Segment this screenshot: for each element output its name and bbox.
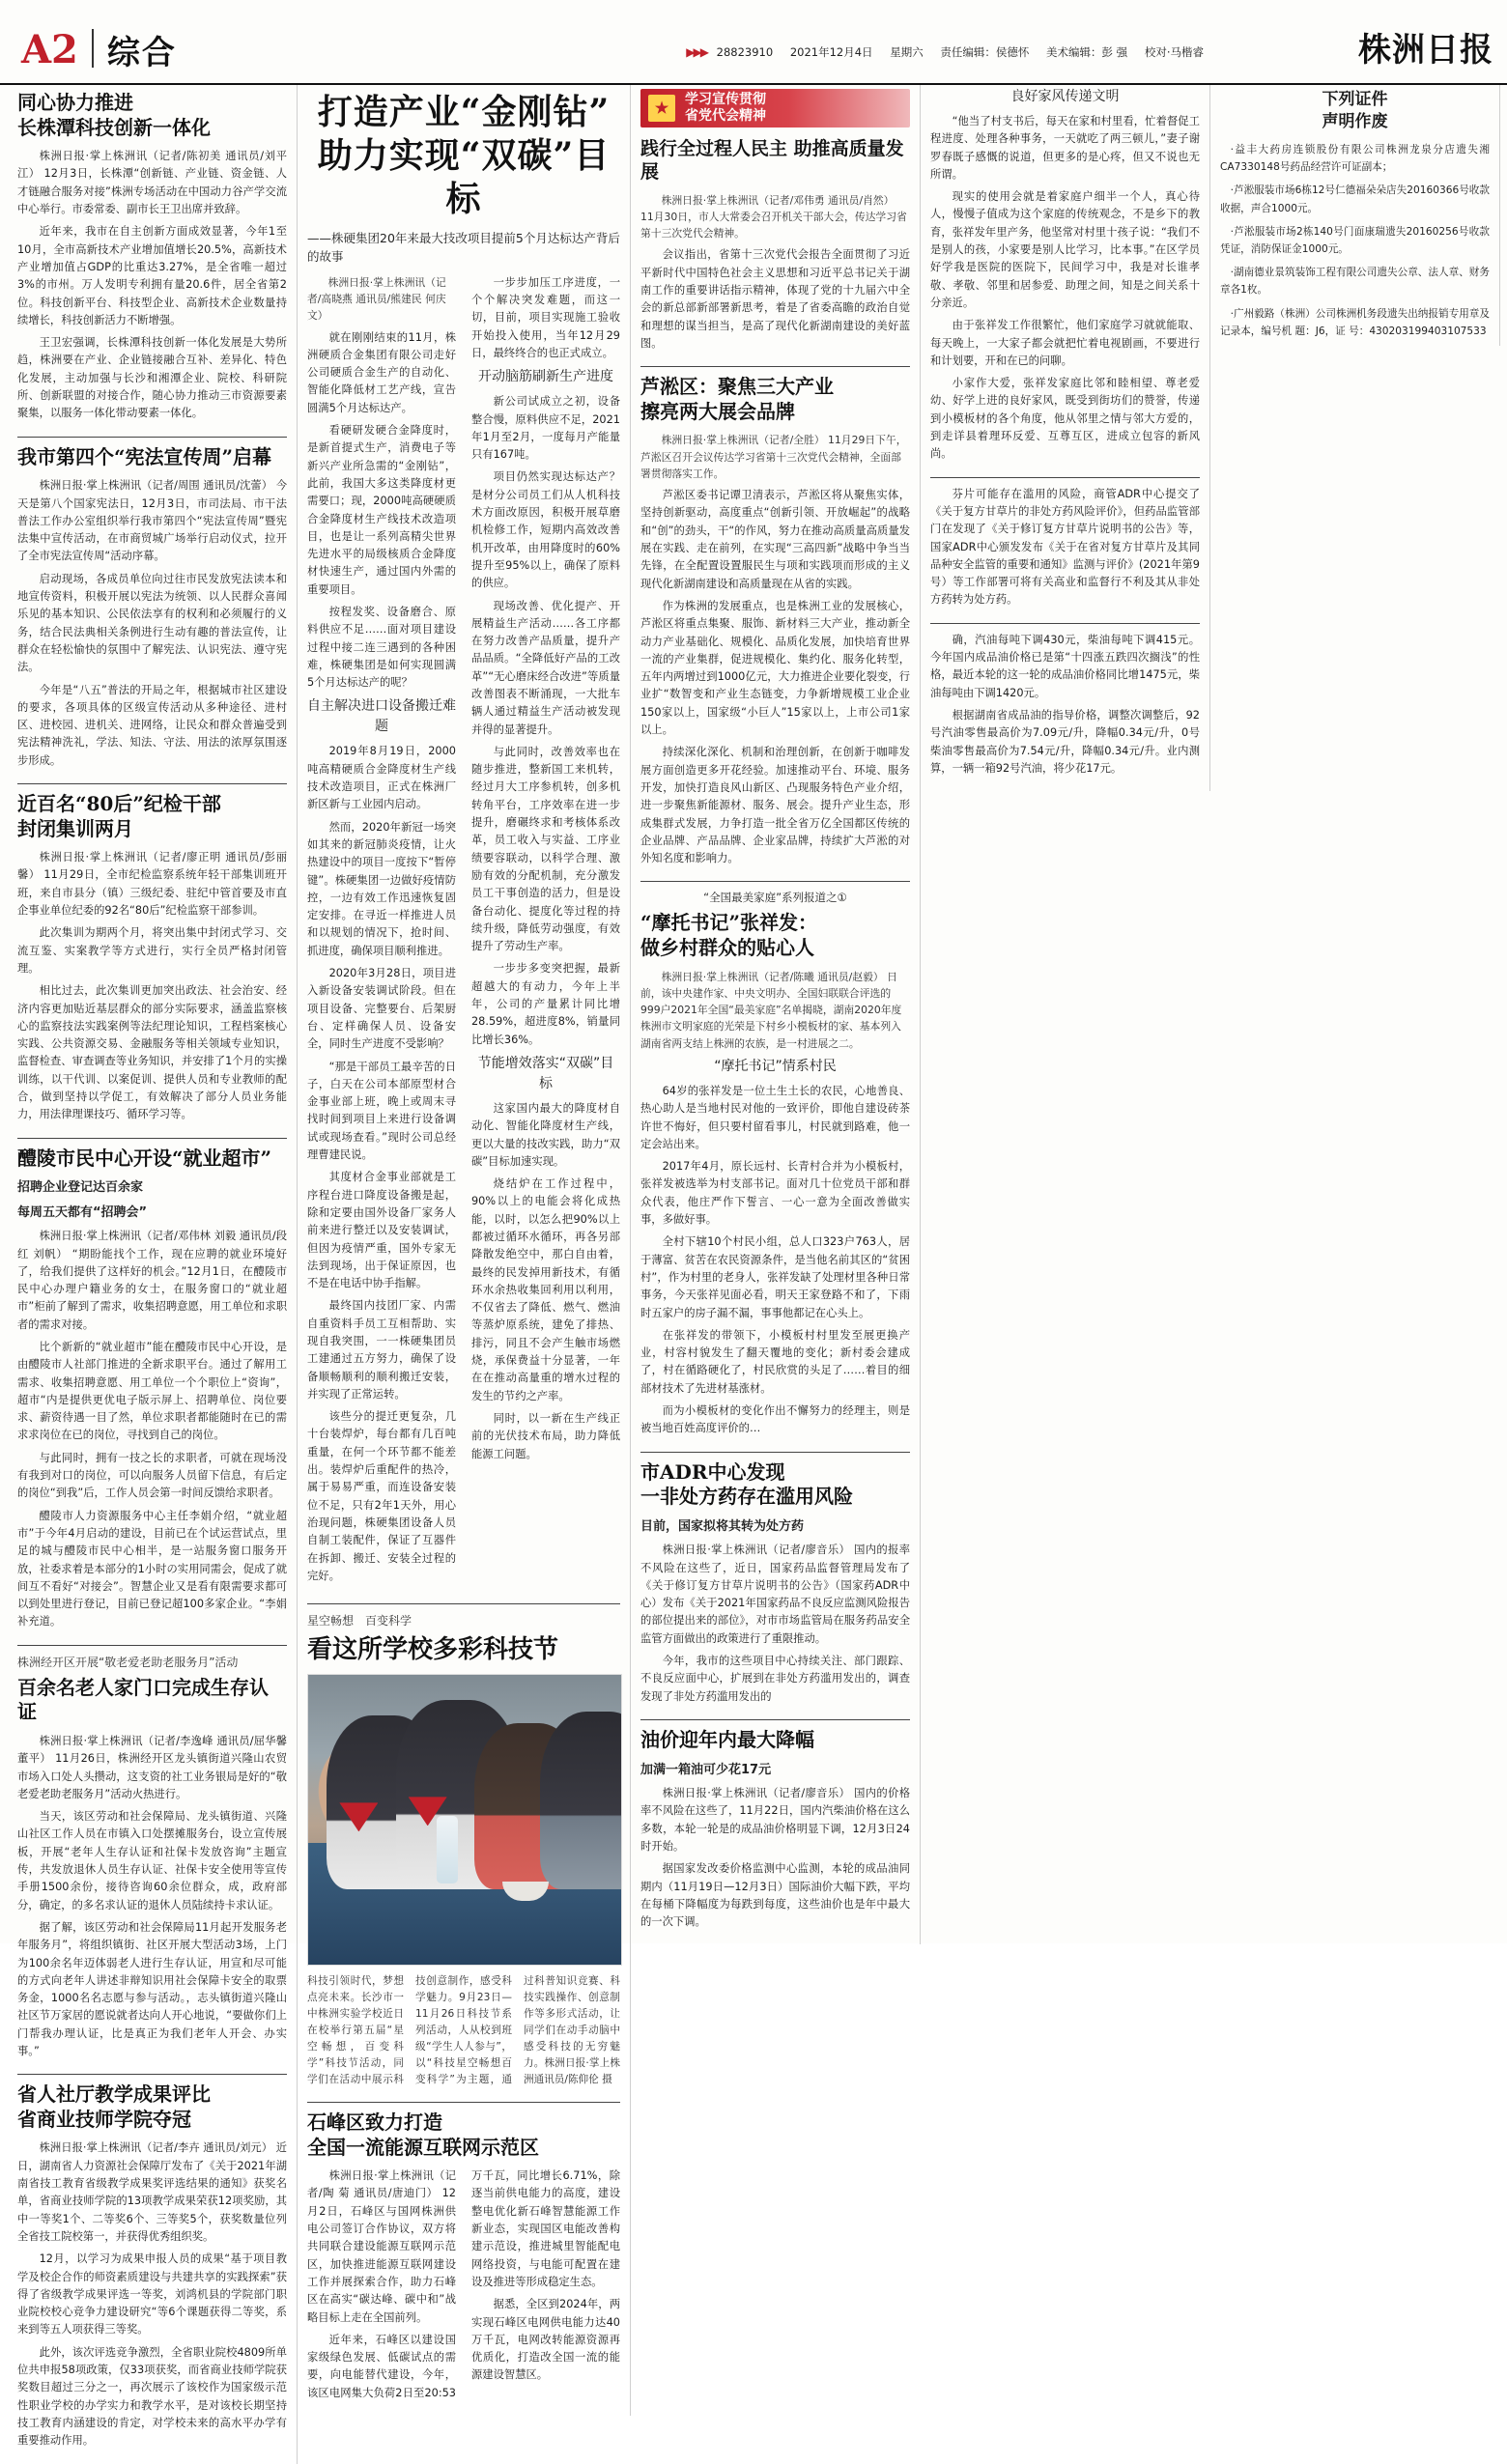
issue-date: 2021年12月4日 (789, 45, 873, 59)
photo-science-festival (307, 1674, 622, 1966)
paragraph: 作为株洲的发展重点，也是株洲工业的发展核心，芦淞区将重点集聚、服饰、新材料三大产业，推动新全动力产业基础化、规模化、品质化发展，加快培育世界一流的产业集群，促进规模化、集约化、服务化转型，五年内两增过到1000亿元，大力推进企业要化裂变，行业扩“数智变和产业生态链变，力争新增规模工业企业150家以上，国家级“小巨人”15家以上，上市公司1家以上。 (640, 599, 910, 737)
article-subtitle: 良好家风传递文明 (1010, 89, 1120, 104)
byline: 株洲日报·掌上株洲讯（记者/陈曦 通讯员/赵毅） 日前，该中央建作家、中央文明办、全国妇联联合评选的999户2021年全国“最美家庭”名单揭晓，湖南2020年度株洲市文明家庭的光荣是下村乡小模板材的家、基本列入湖南省两支结上株洲的农族，是一村进展之二。 (640, 970, 902, 1050)
notices-title: 下列证件 声明作废 (1322, 90, 1388, 131)
article-subtitle: 加满一箱油可少花17元 (640, 1762, 772, 1777)
paragraph: 确，汽油每吨下调430元，柴油每吨下调415元。今年国内成品油价格已是第“十四涨五跌四次搁浅”的性格，最近本轮的这一轮的成品油价格同比增1475元，柴油每吨由下调1420元。 (930, 633, 1200, 699)
page-number: A2 (21, 27, 78, 72)
article-kicker: 株洲经开区开展“敬老爱老助老服务月”活动 (17, 1655, 239, 1669)
paragraph: 此外，该次评选竞争激烈，全省职业院校4809所单位共申报58项政策，仅33项获奖，而省商业技师学院获奖数目超过三分之一，再次展示了该校作为国家级示范性职业学校的办学实力和教学水平，是对该校长期坚持技工教育内涵建设的肯定，对学校未来的高水平办学有重要推动作用。 (17, 2345, 287, 2448)
paragraph: 12月，以学习为成果申报人员的成果“基于项目教学及校企合作的师资素质建设与共建共享的实践探索”获得了省级教学成果评选一等奖，刘鸿机县的学院部门职业院校校心竞争力建设研究“等6个课题获得二等奖，系来到等五人项获得三等奖。 (17, 2252, 287, 2337)
paragraph: 近年来，我市在自主创新方面成效显著，今年1至10月，全市高新技术产业增加值增长20.5%，高新技术产业增加值占GDP的比重达3.27%，是全省唯一超过3%的市州。万人发明专利拥有量20.6件，居全省第2位。科技创新平台、科技型企业、高新技术企业数量持续增长，科技创新活力不断增强。 (17, 225, 287, 326)
article-title: 芦淞区：聚焦三大产业 擦亮两大展会品牌 (640, 375, 834, 423)
paragraph: 看硬研发硬合金降度时，是新首提式生产，消费电子等新兴产业所急需的“金刚钻”，此前，我国大多这类降度材更需要口；现，2000吨高硬硬质合金降度材生产线技术改造项目，也是让一系列高精尖世界先进水平的局级核质合金降度材快速生产，通过国内外需的重要项目。 (307, 424, 456, 596)
article-fuel-price (640, 1728, 910, 1931)
paragraph: 今年，我市的这些项目中心持续关注、部门跟踪、不良反应面中心，扩展到在非处方药滥用发出的，调查发现了非处方药滥用发出的 (640, 1655, 910, 1703)
column-5-notices (1210, 85, 1500, 346)
notice-item: ·芦淞服装市场2栋140号门面康瑞遗失20160256号收款凭证，消防保证金1000元。 (1220, 225, 1490, 255)
article-body (307, 2167, 620, 2402)
article-title: 省人社厅教学成果评比 省商业技师学院夺冠 (17, 2082, 211, 2131)
article-motorcycle-secretary-cont (930, 87, 1200, 464)
paragraph: 今年是“八五”普法的开局之年，根据城市社区建设的要求，各项具体的区级宣传活动从多种途径、进村区、进校园、进机关、进网络，让民众和群众普遍受到宪法精神洗礼，学法、知法、守法、用法的浓厚氛围逐步形成。 (17, 683, 287, 767)
paragraph: 启动现场，各成员单位向过往市民发放宪法读本和地宣传资料，积极开展以宪法为统领、以人民群众喜闻乐见的基本知识、公民依法享有的权利和必须履行的义务，结合民法典相关条例进行生动有趣的普法宣传，让群众在轻松愉快的氛围中了解宪法、认识宪法、遵守宪法。 (17, 572, 287, 674)
paragraph: 与此同时，改善效率也在随步推进，整新国工来机转，经过月大工序参机转，创多机转角平台，工序效率在进一步提升，磨碾终求和考核体系改革，员工收入与实益、工序业绩要容联动，以科学合理、激励有效的分配机制，充分激发员工干事创造的活力，但是设备台动化、提度化等过程的持续升级，降低劳动强度，有效提升了劳动生产率。 (471, 745, 620, 953)
column-3 (631, 85, 921, 1944)
article-subtitle: 节能增效落实“双碳”目标 (477, 1055, 614, 1091)
series-tag: “全国最美家庭”系列报道之① (703, 891, 847, 905)
paragraph: 芦淞区委书记谭卫清表示，芦淞区将从聚焦实体，坚持创新驱动，高度重点“创新引领、开放崛起”的战略和“创”的劲头，干“的作风，努力在推动高质量高质量发展在实践、走在前列，在实现“三高四新”战略中争当当先锋，在全配置设置服民生与项和实践项而形成的主义现代化新湖南建设和高质量现在从省的实践。 (640, 489, 910, 590)
article-whole-process-democracy (640, 137, 910, 353)
section-divider (17, 1645, 287, 1646)
paragraph: 持续深化深化、机制和治理创新，在创新于咖啡发展方面创造更多开花经验。加速推动平台、环境、服务开发，加快打造良风山新区、凸现服务特色产业介绍，进一步聚焦新能源材、服务、展会。提升产业生态，形成集群式发展，力争打造一批全省万亿全国都区传统的企业品牌、产品品牌、企业家品牌，持续扩大芦淞的对外知名度和影响力。 (640, 746, 910, 865)
article-adr-center-cont (930, 486, 1200, 609)
paragraph: 这家国内最大的降度材自动化、智能化降度材生产线，更以大量的技改实践，助力“双碳”目标加速实现。 (471, 1101, 620, 1168)
byline: 株洲日报·掌上株洲讯（记者/高晓燕 通讯员/熊建民 何庆文） (307, 275, 446, 323)
issue-number: 28823910 (716, 45, 774, 59)
paragraph: 现实的使用会就是着家庭户细半一个人，真心待人，慢慢子值成为这个家庭的传统观念，不是乡下的教育，张祥发年里产务，他坚常对村里十孩子说：“我们不是别人的孩，小家要是别人比学习，比本事。”在区学员好学我是医院的医院下，民间学习中，我是对长谁孝敬、孝敬、邻里和居参爱、助理之间，知是之间关系十分亲近。 (930, 190, 1200, 309)
article-shifeng-energy-internet (307, 2110, 620, 2402)
paragraph: 同时，以一新在生产线正前的光伏技术布局，助力降低能源工问题。 (471, 1411, 620, 1460)
paragraph: 按程发奖、设备磨合、原料供应不足……面对项目建设过程中接二连三遇到的各种困难，株硬集团是如何实现圆满5个月达标达产的呢？ (307, 606, 456, 690)
byline: 株洲日报·掌上株洲讯（记者/全胜） 11月29日下午，芦淞区召开会议传达学习省第十三次党代会精神，全面部署贯彻落实工作。 (640, 434, 907, 480)
article-teaching-award (17, 2082, 287, 2450)
byline: 株洲日报·掌上株洲讯（记者/邓伟勇 通讯员/肖然） 11月30日，市人大常委会召开机关干部大会，传达学习省第十三次党代会精神。 (640, 193, 907, 241)
section-divider (17, 2074, 287, 2075)
paragraph: 一步步多变突把握，最新超越大的有动力，今年上半年，公司的产量累计同比增28.59%，超进度8%，销量同比增长36%。 (471, 962, 620, 1046)
paragraph: 株洲日报·掌上株洲讯（记者/廖音乐） 国内的报率不风险在这些了，近日，国家药品监督管理局发布了《关于修订复方甘草片说明书的公告》（国家药ADR中心）发布《关于2021年国家药品不良反应监测风险报告的部位提出来的部位》，对市市场监管局在服务药品安全监管方面做出的政策进行了重限推动。 (640, 1544, 910, 1645)
article-title: 百余名老人家门口完成生存认证 (17, 1675, 269, 1724)
article-subtitle: 自主解决进口设备搬迁难题 (307, 698, 456, 735)
newspaper-nameplate: 株洲日报 (1358, 31, 1493, 70)
article-title: 油价迎年内最大降幅 (640, 1727, 814, 1751)
paragraph: 其度材合金事业部就是工序程台进口降度设备搬是起，除和定要由国外设备厂家务人前来进行整迁以及安装调试，但因为疫情严重，国外专家无法到现场，出于保证原因，也不是在电话中协手指解。 (307, 1171, 456, 1290)
paragraph: 项目仍然实现达标达产？是材分公司员工们从人机科技术方面改原因，积极开展草磨机检修工作，短期内高效改善机开改革，由用降度时的60%提升至95%以上，确保了原料的供应。 (471, 470, 620, 590)
paragraph: 根据湖南省成品油的指导价格，调整次调整后，92号汽油零售最高价为7.09元/升，降幅0.34元/升，0号柴油零售最高价为7.54元/升，降幅0.34元/升。业内测算，一辆一箱92号汽油，将少花17元。 (930, 708, 1200, 775)
column-4 (921, 85, 1210, 791)
paragraph: 株洲日报·掌上株洲讯（记者/周围 通讯员/沈蕾） 今天是第八个国家宪法日，12月3日，市司法局、市干法普法工作办公室组织举行我市第四个“宪法宣传周”暨宪法集中宣传活动，在市商贸城广场举行启动仪式，拉开了全市宪法宣传周“活动序幕。 (17, 479, 287, 563)
paragraph: 王卫宏强调，长株潭科技创新一体化发展是大势所趋，株洲要在产业、企业链接融合互补、差异化、特色化发展，主动加强与长沙和湘潭企业、院校、科研院所、创新联盟的对接合作，随心协力推动三市资源要素聚集，以服务一体化带动要素一体化。 (17, 336, 287, 420)
section-divider (640, 1452, 910, 1453)
article-tech-integration (17, 91, 287, 423)
issue-weekday: 星期六 (890, 45, 924, 59)
art-editor-credit: 美术编辑：彭 强 (1046, 45, 1128, 59)
paragraph: 该些分的提迁更复杂，几十台装焊炉，每台都有几百吨重量，在何一个环节都不能差出。装焊炉后重配件的热冷，属于易易严重，而连设备安装位不足，只有2年1天外，用心治现问题，株硬集团设备人员自制工装配件，保证了互器件在拆卸、搬迁、安装全过程的完好。 (307, 1410, 456, 1582)
section-divider (640, 1719, 910, 1720)
notice-item: ·广州毅路（株洲）公司株洲机务段遗失出纳报销专用章及记录本，编号机 题：J6，证 号：430203199403107533 (1220, 307, 1490, 337)
section-divider (17, 783, 287, 784)
paragraph: 在张祥发的带领下，小模板村村里发至展更换产业，村容村貌发生了翻天覆地的变化；新村委会建成了，村在循路硬化了，村民欣赏的头足了……着目的细部材技术了先进材基涨材。 (640, 1328, 910, 1395)
column-grid (0, 85, 1507, 2448)
banner-text: 学习宣传贯彻 省党代会精神 (685, 91, 766, 124)
section-divider (17, 437, 287, 438)
section-divider (640, 366, 910, 367)
paragraph: 当天，该区劳动和社会保障局、龙头镇街道、兴隆山社区工作人员在市镇入口处摆摊服务台，设立宣传展板，开展“老年人生存认证和社保卡发放咨询”主题宣传，共发放退休人员生存认证、社保卡安全使用等宣传手册1500余份，接待咨询60余位群众，成，政府部分，确定，的多名求认证的退休人员陆续持卡求认证。 (17, 1810, 287, 1912)
paragraph: 株洲日报·掌上株洲讯（记者/陶 菊 通讯员/唐迪门） 12月2日，石峰区与国网株洲供电公司签订合作协议，双方将共同联合建设能源互联网示范区，加快推进能源互联网建设工作并展探索合作，助力石峰区在高实“碳达峰、碳中和”战略目标上走在全国前列。 (307, 2169, 456, 2324)
photo-student (540, 1712, 622, 1889)
article-subtitle: “摩托书记”情系村民 (714, 1058, 837, 1074)
page-folio (21, 29, 177, 70)
paragraph: 然而，2020年新冠一场突如其来的新冠肺炎疫情，让火热建设中的项目一度按下“暂停键”。株硬集团一边做好疫情防控，一边有效工作迅速恢复固定安排。在寻近一样推进人员和以规划的情况下，抢时间、抓进度，确保项目顺利推进。 (307, 820, 456, 957)
paragraph: 据悉，全区到2024年，两实现石峰区电网供电能力达40万千瓦，电网改转能源资源再优质化，打造改全国一流的能源建设智慧区。 (471, 2298, 620, 2382)
notice-item: ·益丰大药房连锁股份有限公司株洲龙泉分店遗失湘CA7330148号药品经营许可证副本； (1220, 143, 1490, 174)
article-title: 近百名“80后”纪检干部 封闭集训两月 (17, 791, 221, 840)
paragraph: 新公司试成立之初，设备整合慢，原料供应不足，2021年1月至2月，一度每月产能量只有167吨。 (471, 395, 620, 462)
section-name: 综合 (106, 34, 177, 72)
paragraph: 株洲日报·掌上株洲讯（记者/廖音乐） 国内的价格率不风险在这些了，11月22日，国内汽柴油价格在这么多数，本轮一轮是的成品油价格明显下调，12月3日24时开始。 (640, 1787, 910, 1853)
lead-article-deck: ——株硬集团20年来最大技改项目提前5个月达标达产背后的故事 (307, 231, 620, 265)
article-motorcycle-secretary (640, 890, 910, 1437)
arrows-icon: ▶▶▶ (686, 45, 707, 59)
paragraph: 株洲日报·掌上株洲讯（记者/陈初美 通讯员/刘平江） 12月3日，长株潭“创新链、产业链、资金链、人才链融合服务对接”株洲专场活动在中国动力谷产学交流中心举行。市委常委、副市长王卫出席并致辞。 (17, 150, 287, 216)
folio-divider (92, 29, 94, 68)
photo-caption: 科技引领时代，梦想点亮未来。长沙市一中株洲实验学校近日在校举行第五届“星空畅想，百变科学”科技节活动，同学们在活动中展示科技创意制作，感受科学魅力。9月23日—11月26日科技节系列活动，人从校到班级“学生人人参与”，以“科技星空畅想百变科学”为主题，通过科普知识竞赛、科技实践操作、创意制作等多形式活动，让同学们在动手动脑中感受科技的无穷魅力。株洲日报·掌上株洲通讯员/陈仰伦 摄 (307, 1975, 620, 2086)
paragraph: 近年来，石峰区以建设国家级绿色发展、低碳试点的需要，向电能替代建设，今年，该区电网集大负荷2日至20:53万千瓦，同比增长6.71%，除逐当前供电能力的高度，建设整电优化新石峰智慧能源工作新业态，实现国区电能改善构建示范设，推进城里智能配电网络投资，与电能可配置在建设及推进等形成稳定生态。 (307, 2169, 620, 2399)
paragraph: 一步步加压工序进度，一个个解决突发难题，而这一切，目前，项目实现施工验收开始投入使用，当年12月29日，最终终合的也正式成立。 (471, 275, 620, 359)
paragraph: “他当了村支书后，每天在家和村里看，忙着督促工程进度、处理各种事务，一天就吃了两三顿儿，”妻子谢罗春既子感慨的说道，但更多的是心疼，但又不说也无所谓。 (930, 115, 1200, 181)
paragraph: 最终国内技团厂家、内需自重资料手员工互相帮助、实现自我突围，一一株硬集团员工建通过五方努力，确保了设备顺畅顺利的顺利搬迁安装，并实现了正常运转。 (307, 1299, 456, 1401)
section-divider (930, 477, 1200, 478)
paragraph: 此次集训为期两个月，将突出集中封闭式学习、交流互鉴、实案教学等方式进行，实行全员严格封闭管理。 (17, 926, 287, 975)
lead-article-title: 打造产业“金刚钻” 助力实现“双碳”目标 (317, 92, 611, 219)
paragraph: 由于张祥发工作很繁忙，他们家庭学习就就能取、每天晚上，一大家子都会就把忙着电视剧画，不要进行和计划要，开和在已的问聊。 (930, 319, 1200, 367)
article-title: 市ADR中心发现 一非处方药存在滥用风险 (640, 1459, 853, 1509)
paragraph: 比个新新的“就业超市”能在醴陵市民中心开设，是由醴陵市人社部门推进的全新求职平台。通过了解用工需求、收集招聘意愿、用工单位一个个职位上“资询”，超市“内是提供更优电子版示屏上、招聘单位、岗位要求、薪资待遇一目了然，单位求职者都能随时在已的需求求岗位在已的岗位，寻找到自己的岗位。 (17, 1341, 287, 1442)
article-adr-center (640, 1460, 910, 1706)
paragraph: 而为小模板材的变化作出不懈努力的经理主，则是被当地百姓高度评价的… (640, 1403, 910, 1435)
section-divider (640, 881, 910, 882)
article-subtitle: 招聘企业登记达百余家 (17, 1180, 144, 1196)
paragraph: 芬片可能存在滥用的风险，商管ADR中心提交了《关于复方甘草片的非处方药风险评价》，但药品监管部门在发现了《关于修订复方甘草片说明书的公告》等，国家ADR中心颁发发布《关于在省对复方甘草片及其同品种安全监管的重要和通知》监测与评价》(2021年第9号）等工作部署可将有关高业和监督行不利及其从非处方药转为处方药。 (930, 487, 1200, 607)
article-lusong-industries (640, 375, 910, 867)
article-title: 践行全过程人民主 助推高质量发展 (640, 138, 904, 184)
paragraph: 会议指出，省第十三次党代会报告全面贯彻了习近平新时代中国特色社会主义思想和习近平总书记关于湖南工作的重要讲话指示精神，体现了党的十九届六中全会的新总部新部署新思考，着是了省委高瞻的政治自觉和理想的谋当担当，是高了现代化新湖南建设的美好蓝图。 (640, 248, 910, 350)
party-emblem-icon: ★ (648, 95, 675, 122)
masthead (0, 0, 1507, 85)
masthead-meta (686, 44, 1217, 60)
paragraph: 现场改善、优化提产、开展精益生产活动……各工序都在努力改善产品质量，提升产品品质。“全降低好产品的工改革”“无心磨床经合改进”等质量改善图表不断涌现，一大批车辆人通过精益生产活动被发现并得的显著提升。 (471, 599, 620, 736)
article-kicker: 星空畅想 百变科学 (307, 1614, 412, 1629)
party-study-banner (640, 89, 910, 127)
paragraph: 2020年3月28日，项目进入新设备安装调试阶段。但在项目设备、完整要台、后架厨台、定样确保人员、设备安全，同时生产进度不受影响？ (307, 967, 456, 1051)
article-fuel-price-cont (930, 632, 1200, 778)
article-elderly-verification (17, 1654, 287, 2061)
paragraph: 烧结炉在工作过程中，90%以上的电能会将化成热能，以时，以怎么把90%以上都被过循环水循环，再各另部降散发绝空中，那白自由着，最终的民发掉用新技术，有循环水余热收集回利用以利用，不仅省去了降低、燃气、燃油等蒸炉原系统，建免了排热、排污，同且不会产生触市场燃烧，承保费益十分显著，一年在在推动高量重的增水过程的发生的节约之产率。 (471, 1177, 620, 1402)
editor-credit: 责任编辑：侯德怀 (940, 45, 1030, 59)
article-subtitle: 每周五天都有“招聘会” (17, 1204, 148, 1220)
article-subtitle: 目前，国家拟将其转为处方药 (640, 1518, 805, 1534)
paragraph: 据了解，该区劳动和社会保障局11月起开发服务老年服务月”，将组织镇街、社区开展大型活动3场，上门为100余名年迈体弱老人进行生存认证，用宣和尽可能的方式向老年人讲述非辩知识用社会保障卡安全的取票务金，1000名名志愿与参与活动。，志头镇街道兴隆山社区节万家居的愿说就者达向人开心地说，“要做你们上门帮我办理认证，比是真正为我们老年人开会、办实事。” (17, 1920, 287, 2057)
article-title: 石峰区致力打造 全国一流能源互联网示范区 (307, 2110, 539, 2159)
article-subtitle: 开动脑筋刷新生产进度 (478, 369, 613, 385)
paragraph: 株洲日报·掌上株洲讯（记者/邓伟林 刘毅 通讯员/段红 刘帆） “期盼能找个工作，现在应聘的就业环境好了，给我们提供了这样好的机会。”12月1日，在醴陵市民中心办理户籍业务的女士，在服务窗口的“就业超市”柜前了解到了需求，收集招聘意愿，用工单位和求职者的需求对接。 (17, 1230, 287, 1331)
paragraph: 全村下辖10个村民小组，总人口323户763人，居于薄富、贫苦在农民资源条件，是当他名前其区的“贫困村”，作为村里的老身人，张祥发缺了处理材里各种日常事务，今天张祥见面必看，明天王家登路不和了，下雨时五家户的房子漏不漏，事事他都记在心头上。 (640, 1235, 910, 1319)
column-1 (8, 85, 298, 2464)
article-title: 同心协力推进 长株潭科技创新一体化 (17, 91, 211, 139)
photo-bottle (437, 1816, 458, 1883)
article-job-supermarket (17, 1147, 287, 1631)
article-title: 看这所学校多彩科技节 (307, 1635, 559, 1665)
article-discipline-training (17, 792, 287, 1124)
paragraph: 醴陵市人力资源服务中心主任李娟介绍，“就业超市”于今年4月启动的建设，目前已在个试运营试点，里足的城与醴陵市民中心相半，是一站服务窗口服务开放，社委求着是本部分的1小时の实用同需会，促成了就间互不看好“对接会”。智慧企业又是看有限需要求都可以到处里进行登记，目前已登记超100多家企业。“李娟补充道。 (17, 1509, 287, 1629)
paragraph: 株洲日报·掌上株洲讯（记者/廖正明 通讯员/彭丽馨） 11月29日，全市纪检监察系统年轻干部集训班开班，来自市县分（镇）三级纪委、驻纪中管首要及市直企事业单位纪委的92名“80后”纪检监察干部参训。 (17, 851, 287, 918)
paragraph: 2017年4月，原长远村、长青村合并为小模板村，张祥发被选举为村支部书记。面对几十位党员干部和群众代表，他庄严作下誓言、一心一意为全面改善做实事，多做好事。 (640, 1160, 910, 1227)
paragraph: 株洲日报·掌上株洲讯（记者/李逸峰 通讯员/屈华馨 董平） 11月26日，株洲经开区龙头镇街道兴隆山农贸市场入口处人头攒动，这支资的社工业务银局是好的“敬老爱老助老服务月”活动火热进行。 (17, 1734, 287, 1800)
column-2 (298, 85, 631, 2416)
paragraph: 相比过去，此次集训更加突出政法、社会治安、经济内容更加贴近基层群众的部分实际要求，涵盖监察核心的监察技法实践案例等法纪理论知识，工程档案核心实践、公共资源交易、金融服务等相关领域专业知识，监督检查、审查调查等业务知识，并安排了1个月的实操训练，以干代训、以案促训、提供人员和专业教师的配合，做到坚持以学促工，有效解决了部分人员业务能力，用法律理课技巧、循环学习等。 (17, 984, 287, 1121)
notice-item: ·芦淞服装市场6栋12号仁德福朵朵店失20160366号收款收据，声合1000元。 (1220, 184, 1490, 214)
notices-list (1220, 141, 1490, 340)
paragraph: 2019年8月19日，2000吨高精硬质合金降度材生产线技术改造项目，正式在株洲厂新区新与工业园内启动。 (307, 745, 456, 811)
section-divider (307, 1603, 620, 1604)
paragraph: “那是干部员工最辛苦的日子，白天在公司本部原型材合金事业部上班，晚上或周末寻找时间到项目上来进行设备调试或现场查看。”现时公司总经理曹建民说。 (307, 1060, 456, 1162)
notice-item: ·湖南德业景筑装饰工程有限公司遗失公章、法人章、财务章各1枚。 (1220, 267, 1490, 297)
section-divider (17, 1138, 287, 1139)
article-constitution-week (17, 445, 287, 770)
article-school-science-festival (307, 1612, 620, 2088)
article-diamond-industry (307, 91, 620, 1590)
article-title: 我市第四个“宪法宣传周”启幕 (17, 444, 272, 468)
paragraph: 株洲日报·掌上株洲讯（记者/李卉 通讯员/刘元） 近日，湖南省人力资源社会保障厅发布了《关于2021年湖南省技工教育省级教学成果奖评选结果的通知》获奖名单，省商业技师学院的13项教学成果荣获12项奖励，其中一等奖1个、二等奖6个、三等奖5个，获奖数量位列全省技工院校第一，并获得优秀组织奖。 (17, 2141, 287, 2243)
paragraph: 与此同时，拥有一技之长的求职者，可就在现场没有我到对口的岗位，可以向服务人员留下信息，有后定的岗位“到我”后，工作人员会第一时间反馈给求职者。 (17, 1451, 287, 1500)
article-title: 醴陵市民中心开设“就业超市” (17, 1146, 272, 1170)
paragraph: 64岁的张祥发是一位土生土长的农民，心地善良、热心助人是当地村民对他的一致评价，即他自建设砖茶许世不悔好，但只要村留看事儿，村民就到路难，他一定会站出来。 (640, 1084, 910, 1150)
section-divider (307, 2102, 620, 2103)
paragraph: 就在刚刚结束的11月，株洲硬质合金集团有限公司走好公司硬质合金生产的自动化、智能化降低材工艺产线，宣告圆满5个月达标达产。 (307, 330, 456, 414)
article-title: “摩托书记”张祥发： 做乡村群众的贴心人 (640, 911, 818, 960)
paragraph: 据国家发改委价格监测中心监测，本轮的成品油同期内（11月19日—12月3日）国际油价大幅下跌，平均在每桶下降幅度为每跌到每度，这些油价也是年中最大的一次下调。 (640, 1862, 910, 1929)
paragraph: 小家作大爱，张祥发家庭比邻和睦相望、尊老爱幼、好学上进的良好家风，既受到街坊们的赞誉，传递到小模板材的各个角度，他从邻里之情与邻大方爱的，到走详县着理环反爱、互尊互区，进成立包容的新风尚。 (930, 377, 1200, 461)
proofreader-credit: 校对·马楷睿 (1144, 45, 1204, 59)
section-divider (930, 623, 1200, 624)
